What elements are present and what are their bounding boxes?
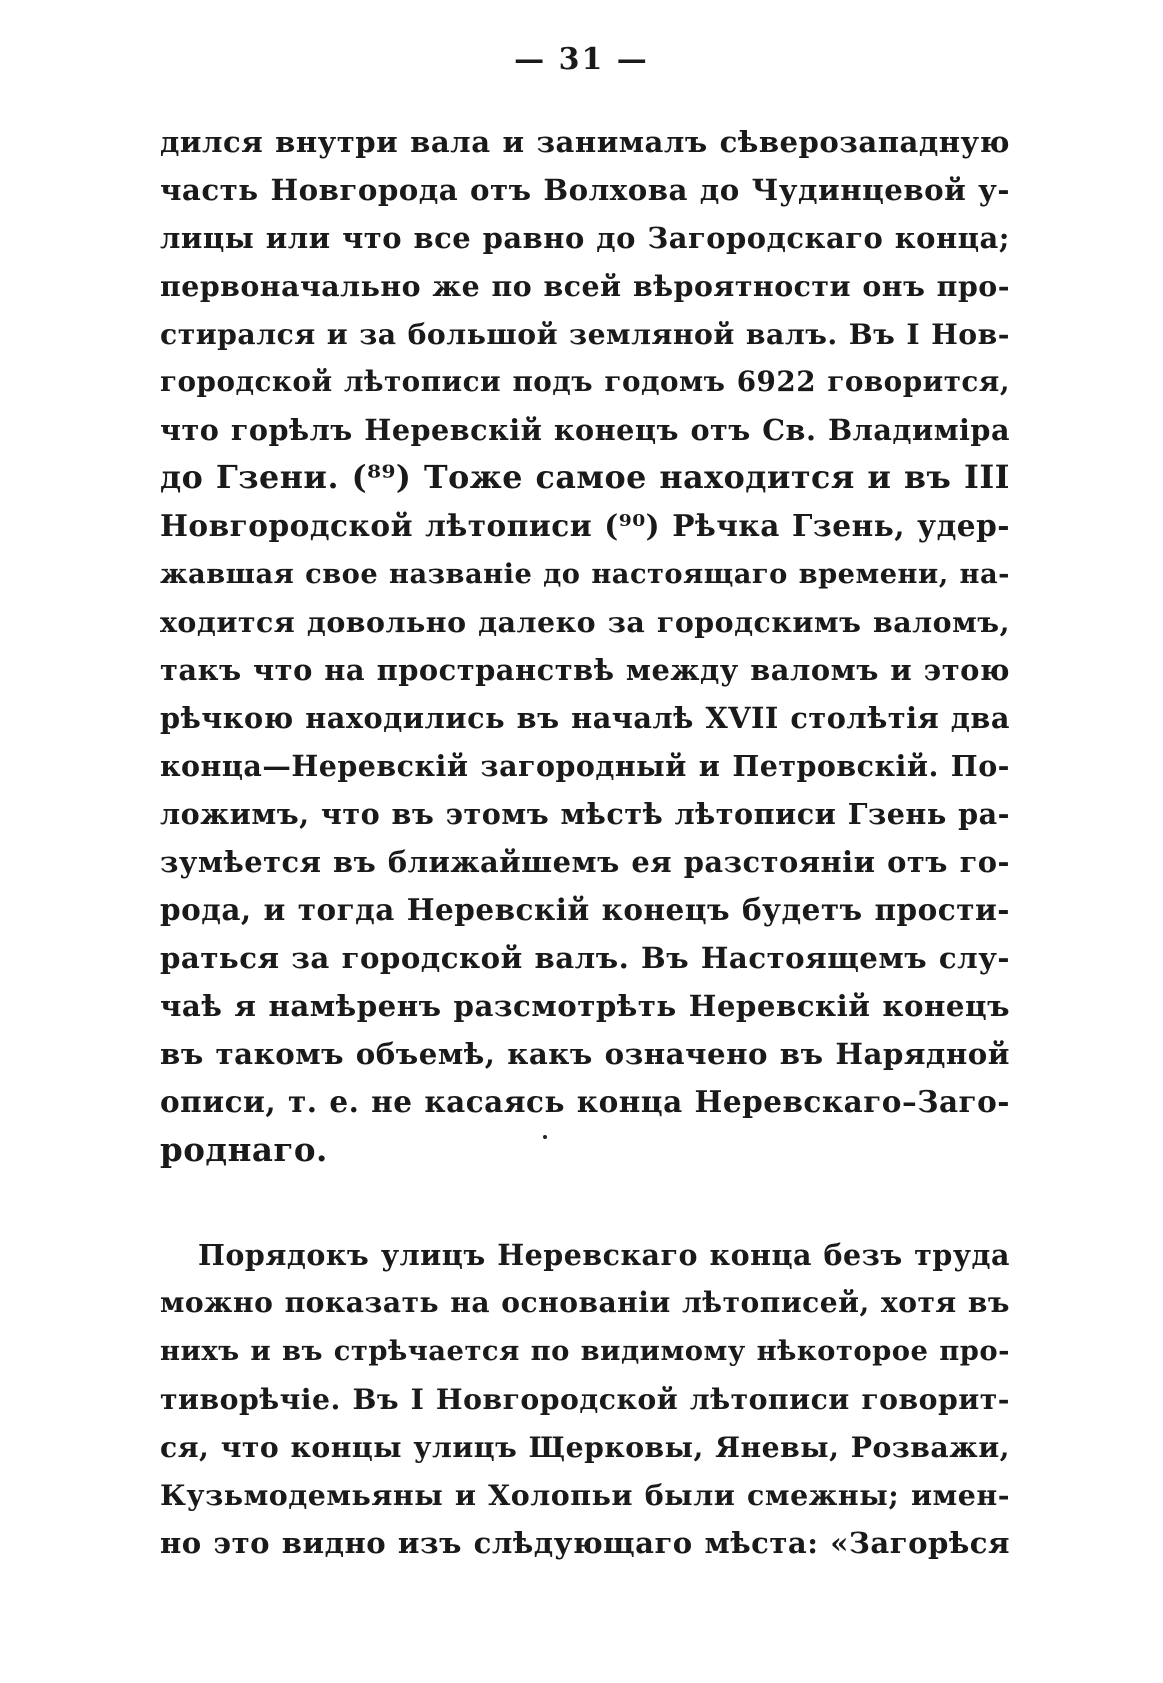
text-line: но это видно изъ слѣдующаго мѣста: «Загорѣся	[160, 1526, 1010, 1560]
paragraph-1	[160, 118, 1010, 1174]
page-number: — 31 —	[514, 42, 649, 77]
text-line: Новгородской лѣтописи (⁹⁰) Рѣчка Гзень, удер-	[160, 508, 1010, 543]
text-line: жавшая свое названіе до настоящаго времени, на-	[160, 558, 1010, 590]
text-line: ся, что концы улицъ Щерковы, Яневы, Розважи,	[160, 1430, 1010, 1464]
text-line: въ такомъ объемѣ, какъ означено въ Нарядной	[160, 1037, 1010, 1071]
text-line: чаѣ я намѣренъ разсмотрѣть Неревскій конецъ	[160, 989, 1010, 1023]
text-line: дился внутри вала и занималъ сѣверозападную	[160, 125, 1010, 159]
text-line: тиворѣчіе. Въ I Новгородской лѣтописи говорит-	[160, 1382, 1010, 1416]
text-line: такъ что на пространствѣ между валомъ и этою	[160, 653, 1010, 687]
text-line: ложимъ, что въ этомъ мѣстѣ лѣтописи Гзень ра-	[160, 797, 1010, 831]
text-line: первоначально же по всей вѣроятности онъ про-	[160, 269, 1010, 303]
text-line: городской лѣтописи подъ годомъ 6922 говорится,	[160, 365, 1010, 398]
text-line: до Гзени. (⁸⁹) Тоже самое находится и въ III	[160, 459, 1010, 496]
text-line: нихъ и въ стрѣчается по видимому нѣкоторое про-	[160, 1335, 1010, 1367]
text-line: Кузьмодемьяны и Холопьи были смежны; имен-	[160, 1478, 1010, 1512]
text-line: часть Новгорода отъ Волхова до Чудинцевой у-	[160, 173, 1010, 207]
text-line: стирался и за большой земляной валъ. Въ I Нов-	[160, 317, 1010, 351]
text-line: конца—Неревскій загородный и Петровскій. По-	[160, 749, 1010, 783]
text-line: рѣчкою находились въ началѣ XVII столѣтія два	[160, 701, 1010, 735]
print-speck	[543, 1135, 547, 1139]
text-line: ходится довольно далеко за городскимъ валомъ,	[160, 605, 1010, 639]
text-line: рода, и тогда Неревскій конецъ будетъ прости-	[160, 892, 1010, 927]
text-line: роднаго.	[160, 1130, 328, 1169]
text-line: что горѣлъ Неревскій конецъ отъ Св. Владиміра	[160, 413, 1010, 447]
text-line: можно показать на основаніи лѣтописей, хотя въ	[160, 1286, 1010, 1319]
text-line: лицы или что все равно до Загородскаго конца;	[160, 221, 1010, 255]
paragraph-2	[160, 1231, 1010, 1567]
text-line: раться за городской валъ. Въ Настоящемъ слу-	[160, 941, 1010, 975]
text-line: зумѣется въ ближайшемъ ея разстояніи отъ го-	[160, 845, 1010, 879]
text-line: описи, т. е. не касаясь конца Неревскаго–Заго-	[160, 1084, 1010, 1119]
text-line: Порядокъ улицъ Неревскаго конца безъ труда	[198, 1238, 1010, 1272]
